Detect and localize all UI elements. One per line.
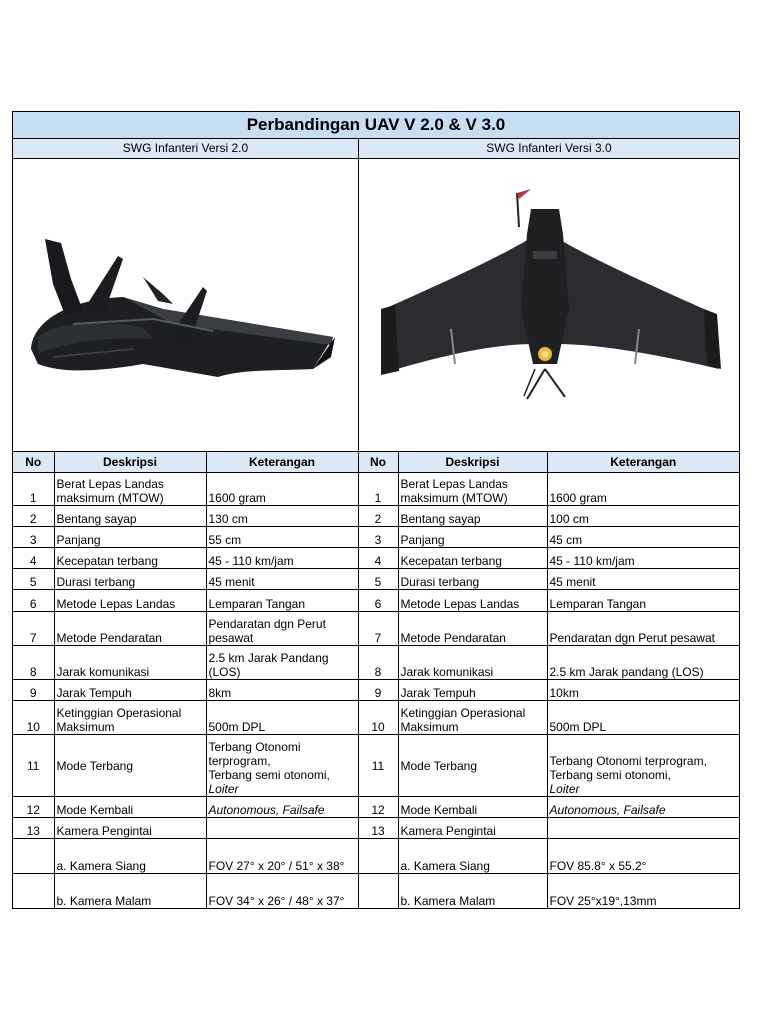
v2-desc: Berat Lepas Landas maksimum (MTOW)	[54, 473, 206, 506]
table-row	[13, 473, 739, 506]
v2-value: Lemparan Tangan	[206, 590, 358, 612]
v2-desc-header: Deskripsi	[54, 452, 206, 473]
v2-desc: Ketinggian Operasional Maksimum	[54, 701, 206, 735]
v2-value: 45 menit	[206, 569, 358, 590]
table-row	[13, 590, 739, 612]
table-row	[13, 569, 739, 590]
v2-value: 130 cm	[206, 506, 358, 527]
v2-value	[206, 735, 358, 797]
v2-desc: Bentang sayap	[54, 506, 206, 527]
v2-desc: Metode Pendaratan	[54, 612, 206, 646]
v2-value: 1600 gram	[206, 473, 358, 506]
v2-no: 1	[13, 473, 54, 506]
v2-no	[13, 874, 54, 909]
v2-no: 8	[13, 646, 54, 680]
table-row	[13, 797, 739, 818]
v2-no: 10	[13, 701, 54, 735]
table-row	[13, 527, 739, 548]
v2-value: 8km	[206, 680, 358, 701]
v2-desc: Jarak komunikasi	[54, 646, 206, 680]
v3-no: 11	[358, 735, 398, 797]
v2-desc: Mode Kembali	[54, 797, 206, 818]
v2-no-header: No	[13, 452, 54, 473]
v3-mode-line-3: Loiter	[549, 782, 580, 796]
v3-ket-header: Keterangan	[547, 452, 739, 473]
v2-value: 45 - 110 km/jam	[206, 548, 358, 569]
v3-mode-line-2: Terbang semi otonomi,	[549, 768, 671, 782]
v3-no: 4	[358, 548, 398, 569]
v3-desc: Jarak Tempuh	[398, 680, 547, 701]
v2-mode-line-1: Terbang Otonomi terprogram,	[208, 740, 301, 768]
v2-no: 7	[13, 612, 54, 646]
v3-desc: Panjang	[398, 527, 547, 548]
spec-header-row	[13, 452, 739, 473]
v2-desc: Kecepatan terbang	[54, 548, 206, 569]
v3-no: 7	[358, 612, 398, 646]
v2-no: 5	[13, 569, 54, 590]
v2-desc: Metode Lepas Landas	[54, 590, 206, 612]
v3-value: 2.5 km Jarak pandang (LOS)	[547, 646, 739, 680]
v2-desc: Mode Terbang	[54, 735, 206, 797]
v2-value: Pendaratan dgn Perut pesawat	[206, 612, 358, 646]
table-row	[13, 548, 739, 569]
uav-v2-photo	[13, 159, 359, 451]
v3-no: 5	[358, 569, 398, 590]
table-row	[13, 735, 739, 797]
v3-no: 6	[358, 590, 398, 612]
v3-no-header: No	[358, 452, 398, 473]
v2-desc: a. Kamera Siang	[54, 839, 206, 874]
spec-table	[13, 452, 739, 909]
table-row	[13, 818, 739, 839]
v3-value	[547, 818, 739, 839]
v3-no	[358, 839, 398, 874]
v3-desc: Durasi terbang	[398, 569, 547, 590]
table-row	[13, 874, 739, 909]
v3-value: FOV 85.8° x 55.2°	[547, 839, 739, 874]
v2-value: Autonomous, Failsafe	[206, 797, 358, 818]
v3-no: 8	[358, 646, 398, 680]
v3-value: 45 cm	[547, 527, 739, 548]
v3-no: 3	[358, 527, 398, 548]
v3-value: Lemparan Tangan	[547, 590, 739, 612]
v3-desc: a. Kamera Siang	[398, 839, 547, 874]
v3-value: 45 - 110 km/jam	[547, 548, 739, 569]
v3-no	[358, 874, 398, 909]
table-row	[13, 839, 739, 874]
v2-mode-line-3: Loiter	[208, 782, 239, 796]
v3-value: Autonomous, Failsafe	[547, 797, 739, 818]
v2-value: 55 cm	[206, 527, 358, 548]
v3-desc: Metode Lepas Landas	[398, 590, 547, 612]
v3-no: 1	[358, 473, 398, 506]
uav-v2-image	[13, 159, 358, 451]
v2-no: 12	[13, 797, 54, 818]
sheet-title: Perbandingan UAV V 2.0 & V 3.0	[13, 112, 739, 139]
v2-no: 11	[13, 735, 54, 797]
table-row	[13, 646, 739, 680]
v3-value	[547, 735, 739, 797]
v2-value: FOV 34° x 26° / 48° x 37°	[206, 874, 358, 909]
v2-ket-header: Keterangan	[206, 452, 358, 473]
v2-no: 4	[13, 548, 54, 569]
v3-value: 1600 gram	[547, 473, 739, 506]
v3-value: 10km	[547, 680, 739, 701]
v2-no: 9	[13, 680, 54, 701]
v3-mode-line-1: Terbang Otonomi terprogram,	[549, 754, 707, 768]
v3-value: Pendaratan dgn Perut pesawat	[547, 612, 739, 646]
v2-desc: Jarak Tempuh	[54, 680, 206, 701]
v3-no: 2	[358, 506, 398, 527]
v3-desc: Jarak komunikasi	[398, 646, 547, 680]
uav-photos	[13, 159, 739, 452]
v2-value: FOV 27° x 20° / 51° x 38°	[206, 839, 358, 874]
v3-desc: Mode Kembali	[398, 797, 547, 818]
v3-value: 45 menit	[547, 569, 739, 590]
comparison-sheet	[12, 111, 740, 909]
v2-no: 13	[13, 818, 54, 839]
v3-desc: Bentang sayap	[398, 506, 547, 527]
v2-no: 3	[13, 527, 54, 548]
table-row	[13, 612, 739, 646]
v3-desc: Kecepatan terbang	[398, 548, 547, 569]
v2-value: 500m DPL	[206, 701, 358, 735]
v3-desc: b. Kamera Malam	[398, 874, 547, 909]
v3-no: 13	[358, 818, 398, 839]
table-row	[13, 506, 739, 527]
v2-header: SWG Infanteri Versi 2.0	[13, 139, 359, 158]
v3-desc: Kamera Pengintai	[398, 818, 547, 839]
v3-no: 12	[358, 797, 398, 818]
table-row	[13, 701, 739, 735]
v2-value: 2.5 km Jarak Pandang (LOS)	[206, 646, 358, 680]
v3-no: 10	[358, 701, 398, 735]
v3-value: 500m DPL	[547, 701, 739, 735]
v2-value	[206, 818, 358, 839]
v3-header: SWG Infanteri Versi 3.0	[486, 141, 612, 155]
v2-desc: Durasi terbang	[54, 569, 206, 590]
uav-v3-image	[359, 159, 738, 451]
v2-mode-line-2: Terbang semi otonomi,	[208, 768, 330, 782]
v3-desc: Metode Pendaratan	[398, 612, 547, 646]
v2-no	[13, 839, 54, 874]
v2-desc: Kamera Pengintai	[54, 818, 206, 839]
v3-desc: Mode Terbang	[398, 735, 547, 797]
v2-no: 2	[13, 506, 54, 527]
v3-value: FOV 25°x19°,13mm	[547, 874, 739, 909]
v3-no: 9	[358, 680, 398, 701]
uav-v3-photo	[359, 159, 739, 451]
v2-desc: b. Kamera Malam	[54, 874, 206, 909]
v3-desc-header: Deskripsi	[398, 452, 547, 473]
v3-desc: Ketinggian Operasional Maksimum	[398, 701, 547, 735]
version-headers	[13, 139, 739, 159]
v2-no: 6	[13, 590, 54, 612]
v2-desc: Panjang	[54, 527, 206, 548]
table-row	[13, 680, 739, 701]
v3-desc: Berat Lepas Landas maksimum (MTOW)	[398, 473, 547, 506]
v3-value: 100 cm	[547, 506, 739, 527]
